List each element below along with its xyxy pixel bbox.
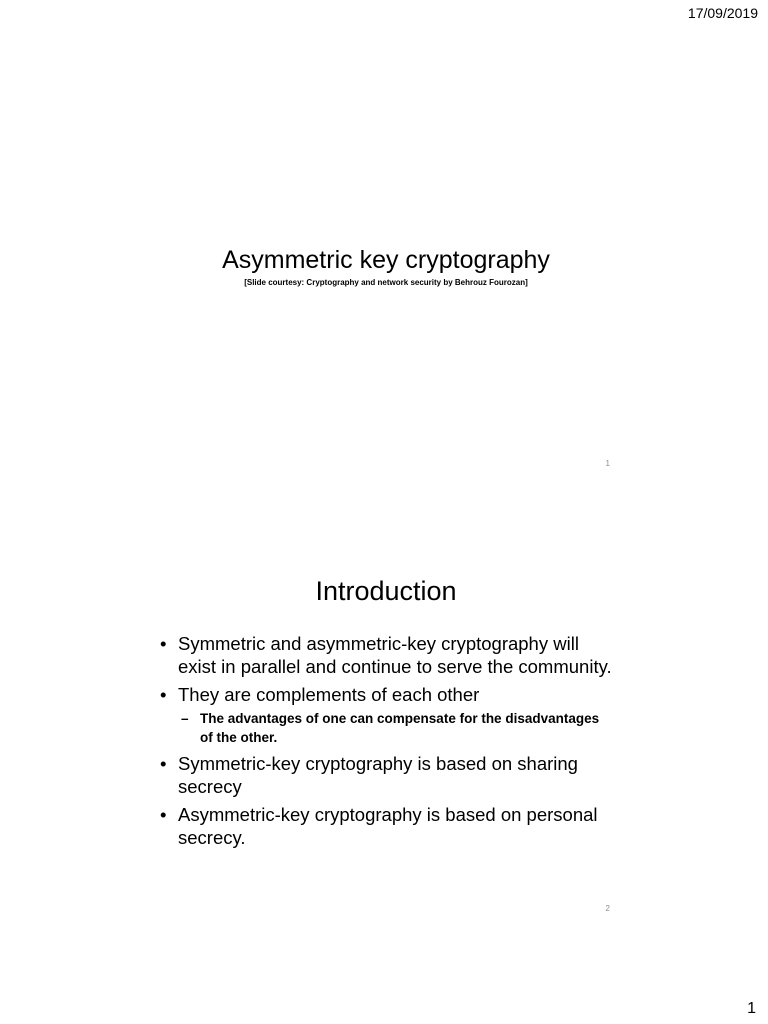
bullet-text: They are complements of each other [178,684,480,705]
bullet-list [160,632,612,854]
bullet-item [160,683,612,747]
bullet-text: Symmetric-key cryptography is based on sharing secrecy [178,753,578,797]
sub-bullet-item: – The advantages of one can compensate for the disadvantages of the other. [178,709,612,747]
slide-2 [160,556,612,921]
page-number: 1 [747,1000,756,1017]
slide-1-number: 1 [605,459,610,468]
sub-bullet-list [178,709,612,747]
slide-2-number: 2 [605,904,610,913]
bullet-item [160,752,612,798]
document-date: 17/09/2019 [687,5,758,21]
slide-1 [160,218,612,473]
bullet-item [160,803,612,849]
bullet-item [160,632,612,678]
bullet-text: Asymmetric-key cryptography is based on personal secrecy. [178,804,598,848]
bullet-text: Symmetric and asymmetric-key cryptography will exist in parallel and continue to serve the community. [178,633,612,677]
slide-1-subtitle: [Slide courtesy: Cryptography and network security by Behrouz Fourozan] [244,278,528,287]
slide-2-title: Introduction [315,576,457,606]
slide-1-title: Asymmetric key cryptography [222,246,550,274]
